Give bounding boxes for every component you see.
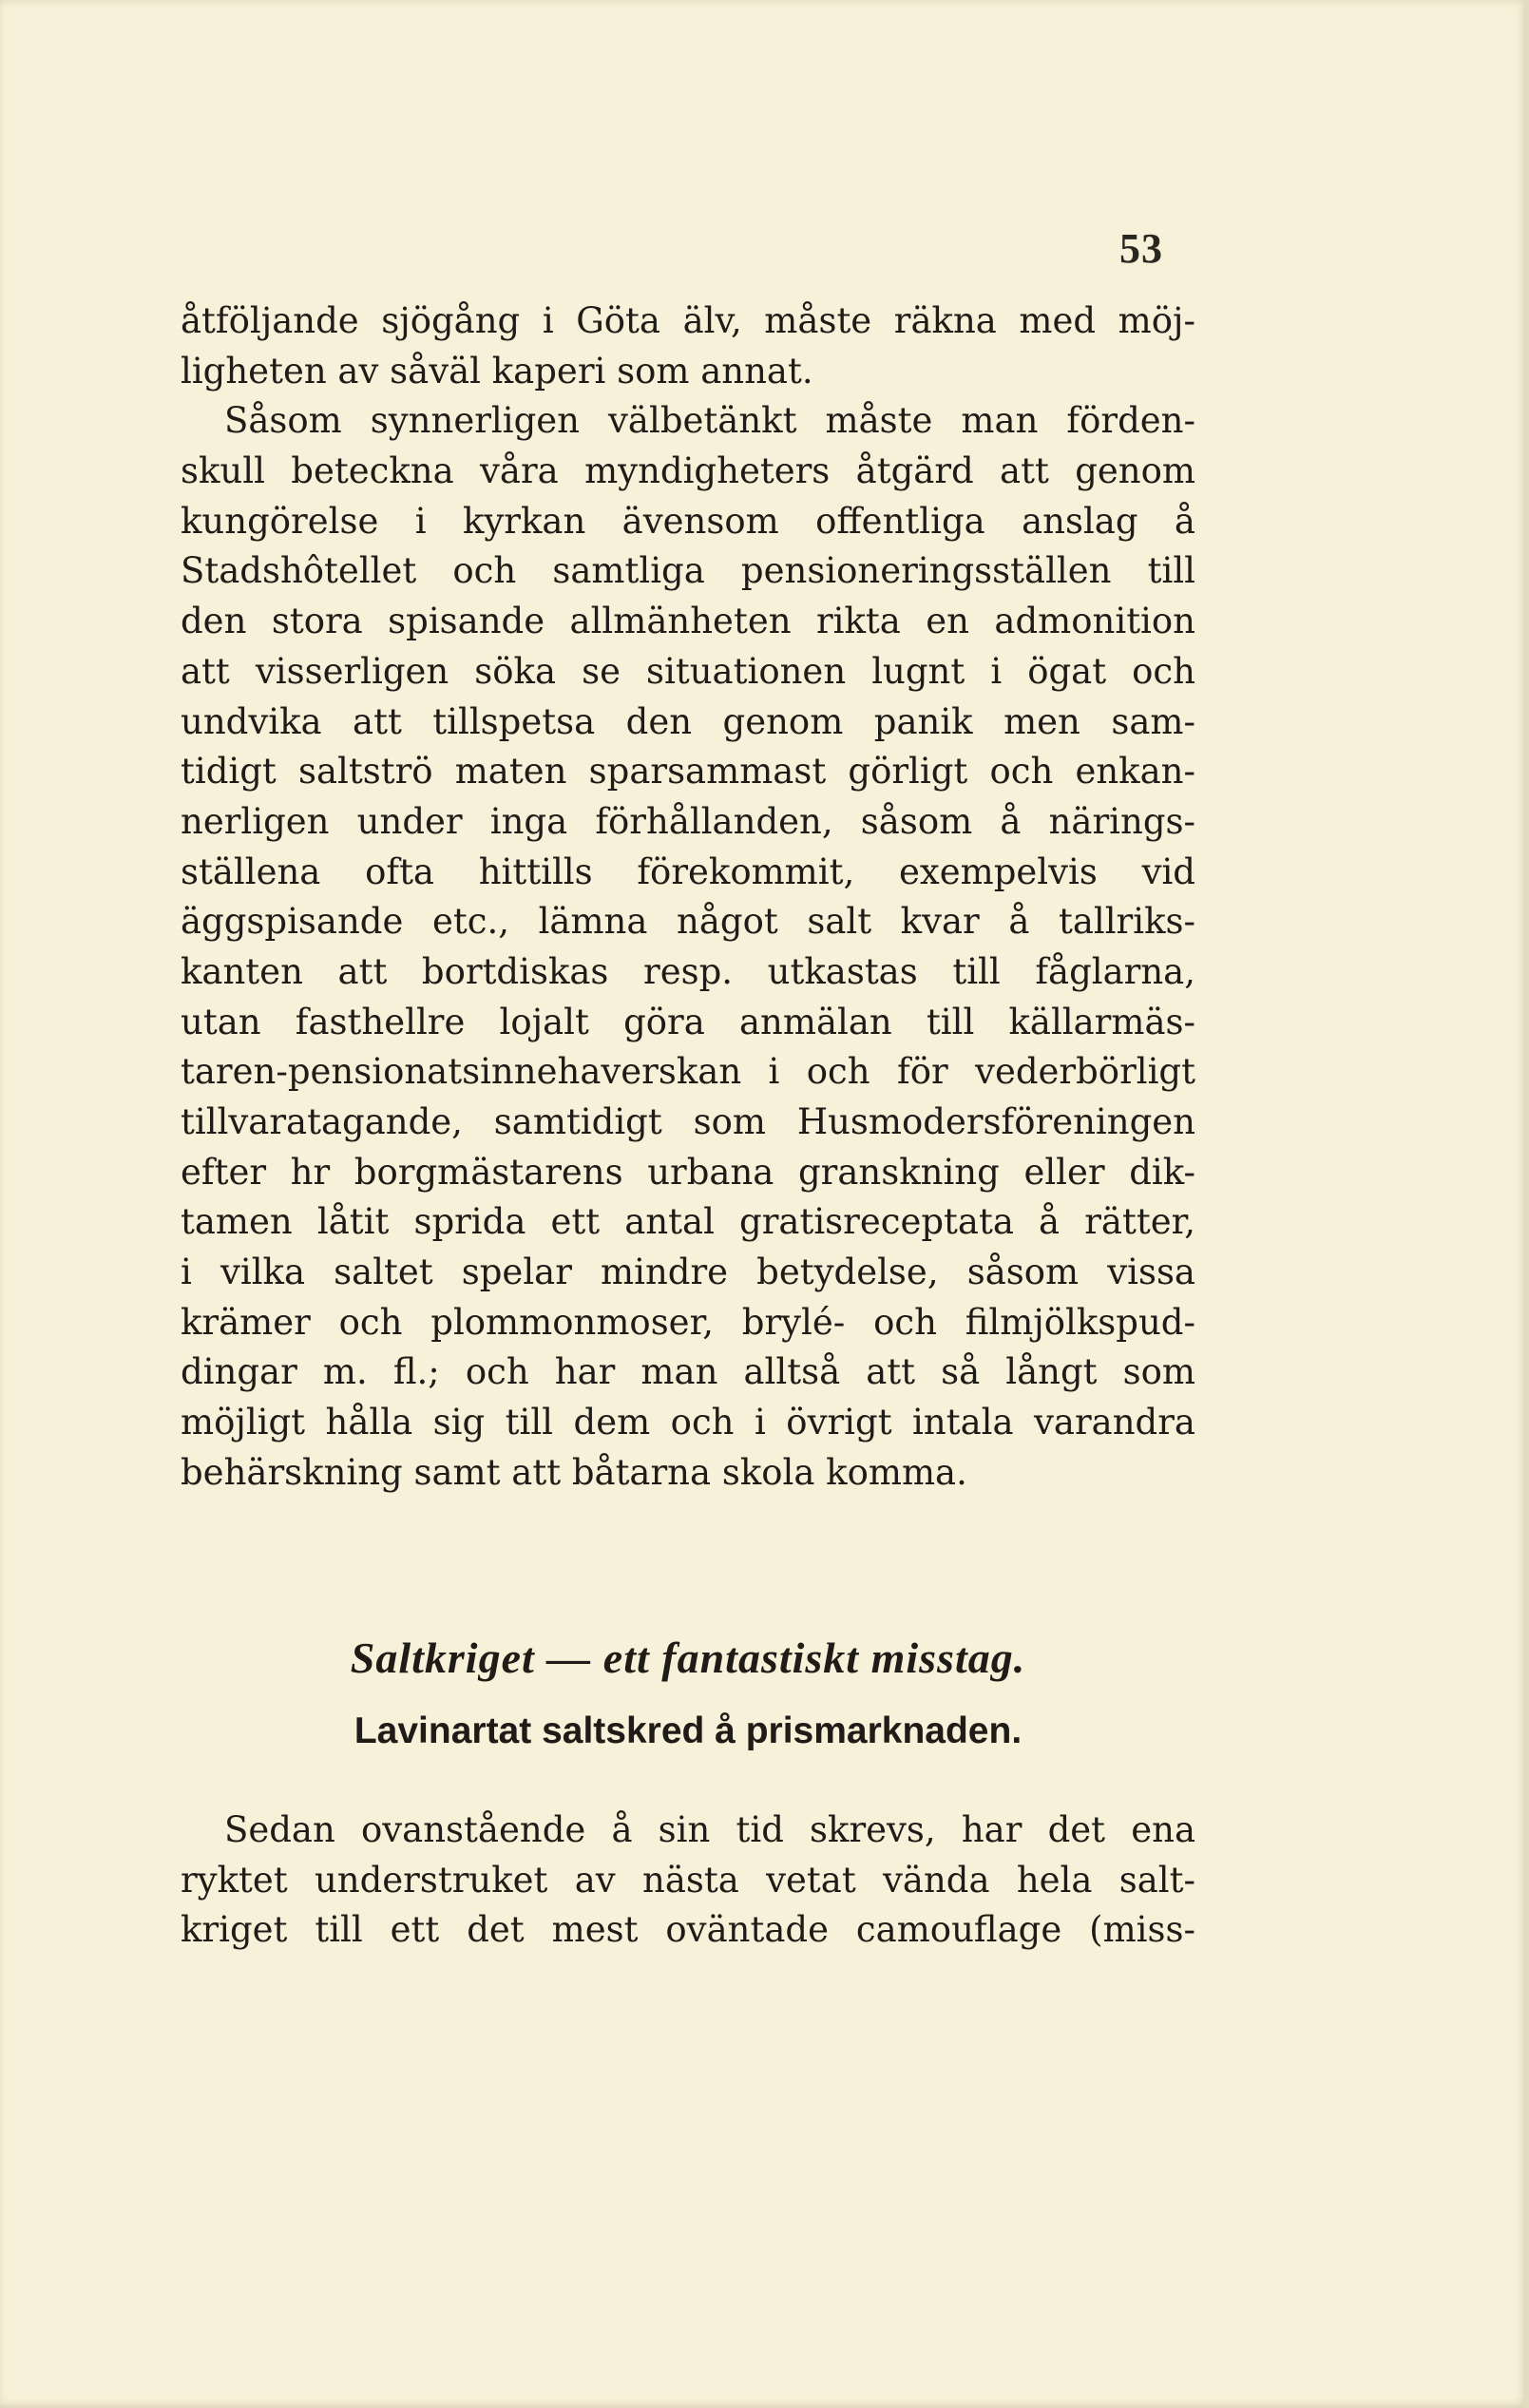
text-line: efter hr borgmästarens urbana granskning eller dik-: [181, 1151, 1195, 1193]
text-line: kungörelse i kyrkan ävensom offentliga anslag å: [181, 500, 1195, 542]
text-line: behärskning samt att båtarna skola komma.: [181, 1451, 967, 1493]
text-line: den stora spisande allmänheten rikta en admonition: [181, 601, 1195, 642]
section-heading: Saltkriget — ett fantastiskt misstag.: [350, 1634, 1026, 1682]
section-subheading: Lavinartat saltskred å prismarknaden.: [354, 1710, 1023, 1751]
page-edge: [1523, 0, 1529, 2408]
section-text: [181, 1806, 1195, 1956]
text-line: krämer och plommonmoser, brylé- och filmjölkspud-: [181, 1301, 1195, 1343]
text-line: tidigt saltströ maten sparsammast görligt och enkan-: [181, 751, 1195, 793]
text-line: nerligen under inga förhållanden, såsom å närings-: [181, 800, 1195, 842]
text-line: dingar m. fl.; och har man alltså att så långt som: [181, 1351, 1195, 1393]
text-line: ställena ofta hittills förekommit, exempelvis vid: [181, 850, 1195, 892]
text-line: Stadshôtellet och samtliga pensioneringsställen till: [181, 550, 1195, 592]
text-line: utan fasthellre lojalt göra anmälan till källarmäs-: [181, 1001, 1195, 1042]
text-line: Sedan ovanstående å sin tid skrevs, har det ena: [224, 1809, 1195, 1850]
text-line: taren-pensionatsinnehaverskan i och för vederbörligt: [181, 1051, 1195, 1093]
text-line: åtföljande sjögång i Göta älv, måste räkna med möj-: [181, 300, 1195, 341]
text-line: tamen låtit sprida ett antal gratisreceptata å rätter,: [181, 1201, 1195, 1243]
text-line: i vilka saltet spelar mindre betydelse, såsom vissa: [181, 1252, 1195, 1293]
text-line: möjligt hålla sig till dem och i övrigt intala varandra: [181, 1402, 1195, 1443]
text-line: undvika att tillspetsa den genom panik men sam-: [181, 700, 1195, 742]
text-line: att visserligen söka se situationen lugnt i ögat och: [181, 650, 1195, 692]
body-text: [181, 296, 1195, 1499]
text-line: skull beteckna våra myndigheters åtgärd att genom: [181, 450, 1195, 492]
text-line: tillvaratagande, samtidigt som Husmodersföreningen: [181, 1101, 1195, 1142]
page-number: 53: [1119, 225, 1163, 272]
text-line: kriget till ett det mest oväntade camouflage (miss-: [181, 1909, 1195, 1951]
text-line: kanten att bortdiskas resp. utkastas till fåglarna,: [181, 950, 1195, 992]
text-line: Såsom synnerligen välbetänkt måste man förden-: [224, 400, 1195, 442]
text-line: ryktet understruket av nästa vetat vända hela salt-: [181, 1859, 1195, 1901]
text-line: ligheten av såväl kaperi som annat.: [181, 350, 813, 392]
text-line: äggspisande etc., lämna något salt kvar å tallriks-: [181, 901, 1195, 943]
